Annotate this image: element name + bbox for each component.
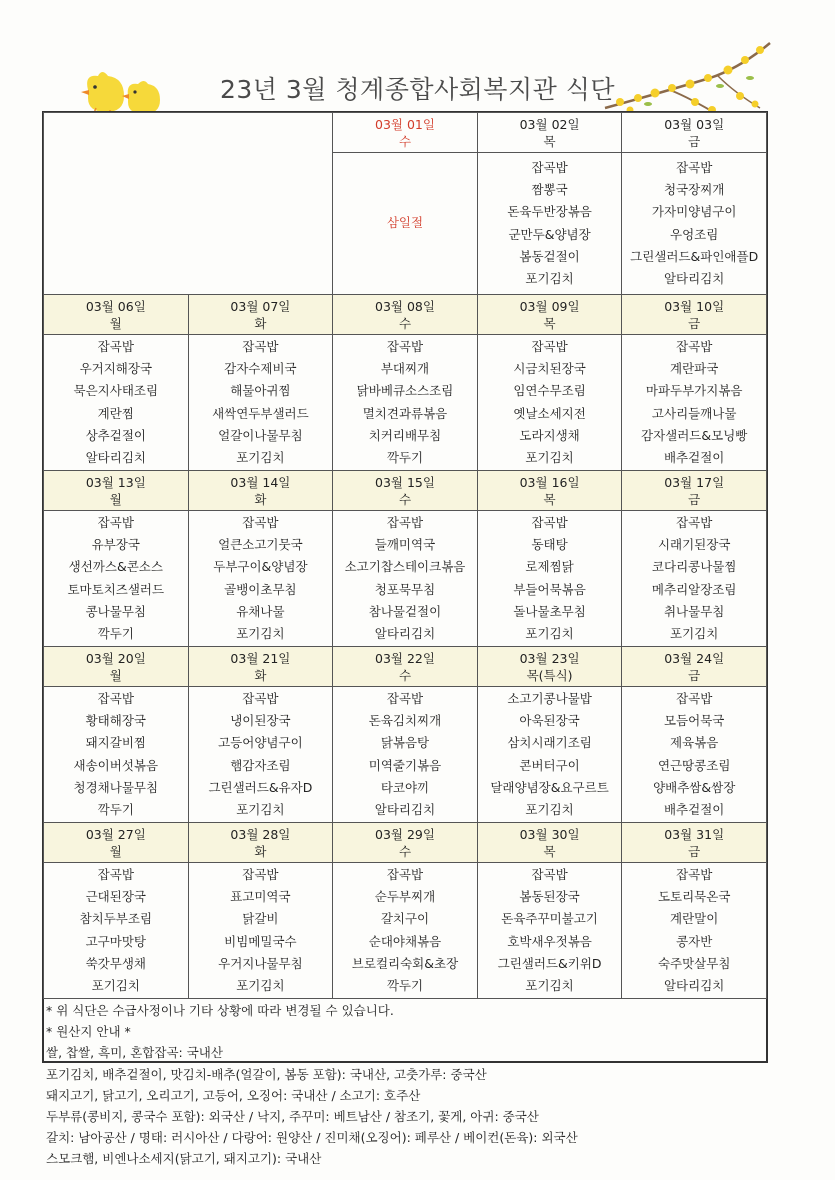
day-header-cell bbox=[188, 471, 333, 511]
menu-item: 깍두기 bbox=[386, 449, 424, 465]
menu-item: 감자샐러드&모닝빵 bbox=[641, 427, 748, 443]
menu-item: 알타리김치 bbox=[663, 270, 725, 286]
menu-item: 가자미양념구이 bbox=[651, 204, 737, 220]
week-header-row bbox=[44, 113, 767, 153]
week-menu-row bbox=[44, 863, 767, 999]
note-line: * 위 식단은 수급사정이나 기타 상황에 따라 변경될 수 있습니다. bbox=[46, 1003, 394, 1018]
day-weekday: 목 bbox=[543, 316, 556, 331]
day-weekday: 금 bbox=[688, 134, 701, 149]
day-menu-cell bbox=[188, 863, 333, 999]
day-weekday: 목 bbox=[543, 844, 556, 859]
menu-item: 참치두부조림 bbox=[79, 911, 153, 927]
menu-item: 계란찜 bbox=[97, 405, 134, 421]
menu-item: 배추겉절이 bbox=[663, 449, 725, 465]
day-date: 03월 14일 bbox=[230, 475, 291, 490]
day-weekday: 월 bbox=[109, 316, 122, 331]
day-weekday: 수 bbox=[398, 668, 412, 683]
menu-item: 포기김치 bbox=[525, 270, 574, 286]
menu-item: 삼치시래기조림 bbox=[507, 735, 592, 751]
day-date: 03월 30일 bbox=[519, 827, 580, 842]
menu-item: 부들어묵볶음 bbox=[513, 581, 586, 597]
day-menu-cell bbox=[188, 687, 333, 823]
note-line: 갈치: 남아공산 / 명태: 러시아산 / 다랑어: 원양산 / 진미채(오징어): 페루산 / 베이컨(돈육): 외국산 bbox=[46, 1130, 578, 1146]
day-menu-cell bbox=[477, 863, 622, 999]
menu-item: 포기김치 bbox=[670, 625, 719, 641]
day-weekday: 목(특식) bbox=[526, 668, 573, 683]
menu-item: 잡곡밥 bbox=[676, 338, 713, 354]
menu-item: 계란파국 bbox=[670, 361, 719, 377]
day-menu-cell bbox=[188, 511, 333, 647]
menu-item: 묵은지사태조림 bbox=[73, 383, 159, 399]
day-header-cell bbox=[622, 823, 767, 863]
day-weekday: 월 bbox=[109, 668, 122, 683]
day-menu-cell bbox=[333, 153, 478, 295]
menu-item: 잡곡밥 bbox=[531, 159, 568, 175]
day-weekday: 수 bbox=[398, 316, 412, 331]
day-date: 03월 29일 bbox=[375, 827, 435, 842]
menu-item: 잡곡밥 bbox=[97, 338, 134, 354]
day-weekday: 금 bbox=[688, 844, 701, 859]
menu-item: 콩나물무침 bbox=[85, 603, 146, 619]
menu-item: 잡곡밥 bbox=[97, 690, 134, 706]
menu-item: 깍두기 bbox=[97, 801, 134, 817]
menu-item: 근대된장국 bbox=[85, 889, 146, 905]
menu-item: 군만두&양념장 bbox=[508, 226, 591, 242]
day-date: 03월 13일 bbox=[85, 475, 146, 490]
note-line: 포기김치, 배추겉절이, 맛김치-배추(얼갈이, 봄동 포함): 국내산, 고춧가루: 중국산 bbox=[46, 1066, 487, 1082]
day-date: 03월 20일 bbox=[85, 651, 146, 666]
menu-item: 동태탕 bbox=[531, 537, 568, 553]
menu-item: 돼지갈비찜 bbox=[85, 735, 146, 751]
day-weekday: 목 bbox=[543, 492, 556, 507]
menu-item: 순두부찌개 bbox=[374, 889, 436, 905]
menu-item: 배추겉절이 bbox=[663, 801, 725, 817]
day-header-cell bbox=[477, 823, 622, 863]
menu-table bbox=[43, 112, 767, 999]
notes-section bbox=[46, 1000, 766, 1170]
day-menu-cell bbox=[622, 687, 767, 823]
menu-item: 새송이버섯볶음 bbox=[73, 757, 159, 773]
menu-item: 잡곡밥 bbox=[531, 338, 568, 354]
menu-item: 잡곡밥 bbox=[97, 866, 134, 882]
page-title: 23년 3월 청계종합사회복지관 식단 bbox=[219, 75, 615, 104]
day-weekday: 금 bbox=[688, 492, 701, 507]
day-header-cell bbox=[188, 295, 333, 335]
menu-item: 포기김치 bbox=[91, 977, 140, 993]
day-date: 03월 03일 bbox=[664, 117, 725, 132]
menu-item: 돌나물초무침 bbox=[513, 603, 586, 619]
day-date bbox=[44, 113, 188, 133]
menu-item: 잡곡밥 bbox=[242, 866, 279, 882]
menu-item: 닭볶음탕 bbox=[380, 735, 430, 751]
menu-item: 소고기콩나물밥 bbox=[507, 690, 592, 706]
menu-item: 고구마맛탕 bbox=[85, 933, 146, 949]
week-menu-row bbox=[44, 153, 767, 295]
menu-item: 임연수무조림 bbox=[513, 383, 586, 399]
menu-item: 콘버터구이 bbox=[519, 757, 580, 773]
note-line: 돼지고기, 닭고기, 오리고기, 고등어, 오징어: 국내산 / 소고기: 호주산 bbox=[46, 1087, 421, 1103]
menu-item: 봄동된장국 bbox=[519, 889, 580, 905]
menu-item: 우거지해장국 bbox=[79, 361, 153, 377]
day-header-cell bbox=[44, 113, 189, 153]
day-date: 03월 09일 bbox=[519, 299, 580, 314]
day-header-cell bbox=[333, 823, 478, 863]
day-menu-cell bbox=[477, 335, 622, 471]
week-header-row bbox=[44, 823, 767, 863]
menu-item: 미역줄기볶음 bbox=[368, 757, 442, 773]
menu-item: 잡곡밥 bbox=[676, 514, 713, 530]
menu-item: 그린샐러드&파인애플D bbox=[630, 248, 759, 264]
day-date: 03월 16일 bbox=[519, 475, 580, 490]
menu-item: 감자수제비국 bbox=[224, 361, 297, 377]
week-menu-row bbox=[44, 335, 767, 471]
menu-item: 잡곡밥 bbox=[676, 866, 713, 882]
day-header-cell bbox=[477, 647, 622, 687]
menu-item: 포기김치 bbox=[236, 625, 285, 641]
note-line: 두부류(콩비지, 콩국수 포함): 외국산 / 낙지, 주꾸미: 베트남산 / 참조기, 꽃게, 아귀: 중국산 bbox=[46, 1109, 539, 1125]
menu-item: 돈육주꾸미불고기 bbox=[501, 911, 598, 927]
day-menu-cell bbox=[333, 335, 478, 471]
day-menu-cell bbox=[44, 863, 189, 999]
menu-item: 황태해장국 bbox=[85, 713, 146, 729]
day-weekday bbox=[188, 133, 332, 152]
day-menu-cell bbox=[622, 153, 767, 295]
menu-item: 비빔메밀국수 bbox=[224, 933, 297, 949]
menu-item: 봄동겉절이 bbox=[519, 248, 580, 264]
menu-item: 타코야끼 bbox=[380, 779, 430, 795]
menu-item: 계란말이 bbox=[670, 911, 719, 927]
week-header-row bbox=[44, 647, 767, 687]
week-header-row bbox=[44, 295, 767, 335]
day-header-cell bbox=[44, 823, 189, 863]
day-menu-cell bbox=[188, 335, 333, 471]
day-menu-cell bbox=[477, 511, 622, 647]
menu-item: 얼갈이나물무침 bbox=[218, 427, 303, 443]
menu-item: 포기김치 bbox=[525, 625, 574, 641]
menu-item: 닭바베큐소스조림 bbox=[356, 383, 454, 399]
day-date: 03월 31일 bbox=[664, 827, 725, 842]
menu-item: 고등어양념구이 bbox=[218, 735, 303, 751]
menu-item: 멸치견과류볶음 bbox=[362, 405, 448, 421]
day-weekday: 화 bbox=[254, 668, 267, 683]
menu-item: 냉이된장국 bbox=[230, 713, 291, 729]
day-header-cell bbox=[188, 113, 333, 153]
day-header-cell bbox=[188, 823, 333, 863]
day-date: 03월 28일 bbox=[230, 827, 291, 842]
day-menu-cell bbox=[44, 511, 189, 647]
note-line: 스모크햄, 비엔나소세지(닭고기, 돼지고기): 국내산 bbox=[46, 1151, 322, 1167]
day-menu-cell bbox=[477, 153, 622, 295]
menu-item: 메추리알장조림 bbox=[651, 581, 737, 597]
menu-item: 포기김치 bbox=[236, 449, 285, 465]
menu-item: 시래기된장국 bbox=[657, 537, 731, 553]
day-menu-cell bbox=[333, 511, 478, 647]
menu-item: 마파두부가지볶음 bbox=[645, 383, 743, 399]
day-date: 03월 23일 bbox=[519, 651, 580, 666]
day-date: 03월 10일 bbox=[664, 299, 725, 314]
day-header-cell bbox=[333, 113, 478, 153]
day-weekday: 금 bbox=[688, 316, 701, 331]
menu-item: 들깨미역국 bbox=[374, 537, 436, 553]
menu-item: 알타리김치 bbox=[85, 449, 146, 465]
menu-item: 아욱된장국 bbox=[519, 713, 580, 729]
menu-item: 돈육두반장볶음 bbox=[507, 204, 592, 220]
menu-item: 새싹연두부샐러드 bbox=[212, 405, 309, 421]
day-header-cell bbox=[622, 471, 767, 511]
menu-item: 닭갈비 bbox=[242, 911, 279, 927]
day-menu-cell bbox=[477, 687, 622, 823]
menu-item: 골뱅이초무침 bbox=[224, 581, 297, 597]
menu-item: 상추겉절이 bbox=[85, 427, 146, 443]
day-header-cell bbox=[477, 113, 622, 153]
menu-item: 옛날소세지전 bbox=[513, 405, 586, 421]
menu-item: 달래양념장&요구르트 bbox=[490, 779, 609, 795]
menu-item: 소고기찹스테이크볶음 bbox=[344, 559, 466, 575]
day-menu-cell bbox=[622, 863, 767, 999]
menu-item: 유채나물 bbox=[236, 603, 285, 619]
menu-item: 갈치구이 bbox=[380, 911, 430, 927]
day-weekday: 수 bbox=[398, 844, 412, 859]
day-header-cell bbox=[477, 295, 622, 335]
week-menu-row bbox=[44, 511, 767, 647]
holiday-label: 삼일절 bbox=[386, 215, 424, 231]
day-date bbox=[188, 113, 332, 133]
day-weekday: 수 bbox=[398, 492, 412, 507]
day-header-cell bbox=[477, 471, 622, 511]
day-header-cell bbox=[44, 295, 189, 335]
menu-item: 그린샐러드&유자D bbox=[208, 779, 313, 795]
day-date: 03월 24일 bbox=[664, 651, 725, 666]
day-weekday: 금 bbox=[688, 668, 701, 683]
menu-item: 숙주맛살무침 bbox=[657, 955, 731, 971]
day-weekday: 월 bbox=[109, 492, 122, 507]
menu-item: 포기김치 bbox=[525, 977, 574, 993]
day-menu-cell bbox=[44, 335, 189, 471]
menu-item: 알타리김치 bbox=[374, 801, 436, 817]
day-weekday: 화 bbox=[254, 492, 267, 507]
day-date: 03월 06일 bbox=[85, 299, 146, 314]
menu-item: 브로컬리숙회&초장 bbox=[351, 955, 459, 971]
note-line: 쌀, 찹쌀, 흑미, 혼합잡곡: 국내산 bbox=[46, 1045, 223, 1061]
menu-item: 알타리김치 bbox=[374, 625, 436, 641]
menu-item: 쑥갓무생채 bbox=[85, 955, 146, 971]
day-weekday: 화 bbox=[254, 316, 267, 331]
day-menu-cell bbox=[44, 687, 189, 823]
menu-item: 잡곡밥 bbox=[97, 514, 134, 530]
day-header-cell bbox=[333, 647, 478, 687]
menu-item: 우거지나물무침 bbox=[218, 955, 303, 971]
day-header-cell bbox=[622, 113, 767, 153]
menu-item: 잡곡밥 bbox=[676, 690, 713, 706]
menu-item: 포기김치 bbox=[236, 977, 285, 993]
menu-item: 포기김치 bbox=[525, 449, 574, 465]
day-weekday: 화 bbox=[254, 844, 267, 859]
menu-item: 청경채나물무침 bbox=[73, 779, 159, 795]
menu-item: 참나물겉절이 bbox=[368, 603, 442, 619]
menu-item: 콩자반 bbox=[676, 933, 713, 949]
menu-item: 토마토치즈샐러드 bbox=[67, 581, 165, 597]
menu-item: 잡곡밥 bbox=[386, 690, 424, 706]
menu-item: 로제찜닭 bbox=[525, 559, 574, 575]
day-header-cell bbox=[622, 295, 767, 335]
day-date: 03월 21일 bbox=[230, 651, 291, 666]
menu-item: 시금치된장국 bbox=[513, 361, 586, 377]
menu-item: 두부구이&양념장 bbox=[213, 559, 308, 575]
menu-item: 유부장국 bbox=[91, 537, 140, 553]
day-menu-cell bbox=[333, 687, 478, 823]
menu-item: 고사리들깨나물 bbox=[651, 405, 737, 421]
day-menu-cell bbox=[333, 863, 478, 999]
menu-item: 잡곡밥 bbox=[676, 159, 713, 175]
menu-item: 도라지생채 bbox=[519, 427, 580, 443]
menu-item: 짬뽕국 bbox=[531, 182, 568, 198]
menu-item: 햄감자조림 bbox=[230, 757, 291, 773]
menu-item: 청포묵무침 bbox=[374, 581, 436, 597]
day-date: 03월 27일 bbox=[85, 827, 146, 842]
day-date: 03월 02일 bbox=[519, 117, 580, 132]
day-date: 03월 07일 bbox=[230, 299, 291, 314]
menu-item: 잡곡밥 bbox=[242, 514, 279, 530]
day-header-cell bbox=[622, 647, 767, 687]
menu-item: 잡곡밥 bbox=[242, 690, 279, 706]
menu-item: 얼큰소고기뭇국 bbox=[218, 537, 303, 553]
menu-item: 잡곡밥 bbox=[531, 866, 568, 882]
menu-item: 잡곡밥 bbox=[386, 514, 424, 530]
day-date: 03월 08일 bbox=[375, 299, 435, 314]
menu-item: 제육볶음 bbox=[670, 735, 719, 751]
menu-item: 해물아귀찜 bbox=[230, 383, 291, 399]
day-date: 03월 22일 bbox=[375, 651, 435, 666]
menu-item: 포기김치 bbox=[236, 801, 285, 817]
day-weekday: 월 bbox=[109, 844, 122, 859]
day-weekday: 목 bbox=[543, 134, 556, 149]
day-header-cell bbox=[188, 647, 333, 687]
menu-item: 부대찌개 bbox=[380, 361, 430, 377]
day-date: 03월 17일 bbox=[664, 475, 725, 490]
day-menu-cell bbox=[44, 153, 189, 295]
menu-item: 생선까스&콘소스 bbox=[68, 559, 163, 575]
day-header-cell bbox=[44, 471, 189, 511]
menu-item: 양배추쌈&쌈장 bbox=[653, 779, 736, 795]
menu-item: 도토리묵온국 bbox=[657, 889, 731, 905]
day-date: 03월 15일 bbox=[375, 475, 435, 490]
day-weekday bbox=[44, 133, 188, 152]
menu-item: 포기김치 bbox=[525, 801, 574, 817]
note-line: * 원산지 안내 * bbox=[46, 1024, 131, 1040]
menu-item: 표고미역국 bbox=[230, 889, 291, 905]
day-header-cell bbox=[333, 471, 478, 511]
week-header-row bbox=[44, 471, 767, 511]
week-menu-row bbox=[44, 687, 767, 823]
day-header-cell bbox=[44, 647, 189, 687]
menu-item: 깍두기 bbox=[386, 977, 424, 993]
menu-item: 모듬어묵국 bbox=[663, 713, 725, 729]
day-menu-cell bbox=[622, 335, 767, 471]
day-header-cell bbox=[333, 295, 478, 335]
menu-item: 깍두기 bbox=[97, 625, 134, 641]
day-weekday: 수 bbox=[398, 134, 412, 149]
menu-item: 잡곡밥 bbox=[242, 338, 279, 354]
day-date: 03월 01일 bbox=[375, 117, 435, 132]
menu-item: 호박새우젓볶음 bbox=[507, 933, 592, 949]
menu-item: 청국장찌개 bbox=[663, 182, 725, 198]
menu-item: 잡곡밥 bbox=[386, 866, 424, 882]
menu-item: 연근땅콩조림 bbox=[657, 757, 731, 773]
menu-item: 알타리김치 bbox=[663, 977, 725, 993]
menu-item: 돈육김치찌개 bbox=[368, 713, 442, 729]
day-menu-cell bbox=[622, 511, 767, 647]
menu-item: 그린샐러드&키위D bbox=[497, 955, 602, 971]
menu-item: 취나물무침 bbox=[663, 603, 725, 619]
menu-item: 치커리배무침 bbox=[368, 427, 442, 443]
menu-item: 잡곡밥 bbox=[531, 514, 568, 530]
menu-item: 코다리콩나물찜 bbox=[651, 559, 737, 575]
day-menu-cell bbox=[188, 153, 333, 295]
menu-item: 잡곡밥 bbox=[386, 338, 424, 354]
menu-item: 순대야채볶음 bbox=[368, 933, 442, 949]
menu-item: 우엉조림 bbox=[670, 226, 719, 242]
